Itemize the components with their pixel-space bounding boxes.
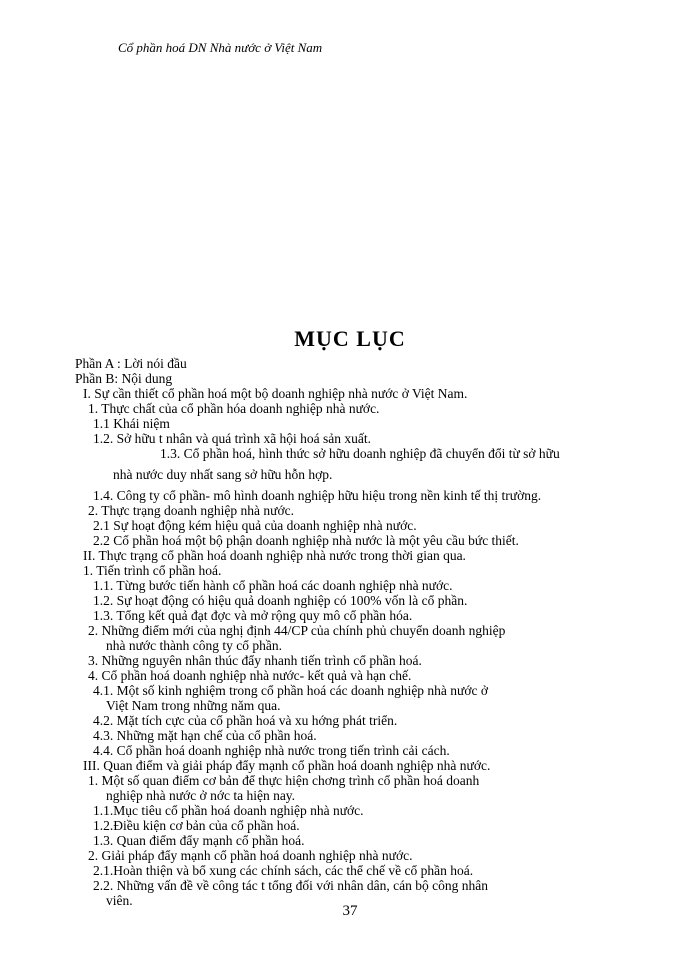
toc-line: I. Sự cần thiết cổ phần hoá một bộ doanh nghiệp nhà nước ở Việt Nam.	[83, 386, 468, 401]
toc-line: viên.	[106, 893, 133, 908]
toc-line: 1.1.Mục tiêu cổ phần hoá doanh nghiệp nhà nước.	[93, 803, 364, 818]
toc-line: 1.1. Từng bước tiến hành cổ phần hoá các doanh nghiệp nhà nước.	[93, 578, 453, 593]
toc-line: nghiệp nhà nước ở nớc ta hiện nay.	[106, 788, 296, 803]
page-title: MỤC LỤC	[294, 326, 406, 351]
toc-line: 1.3. Tổng kết quả đạt đợc và mở rộng quy mô cổ phần hóa.	[93, 608, 413, 623]
toc-line: 1.3. Quan điểm đẩy mạnh cổ phần hoá.	[93, 833, 305, 848]
toc-line: II. Thực trạng cổ phần hoá doanh nghiệp nhà nước trong thời gian qua.	[83, 548, 466, 563]
toc-line: 1. Tiến trình cổ phần hoá.	[83, 563, 222, 578]
toc-line: 3. Những nguyên nhân thúc đẩy nhanh tiến trình cổ phần hoá.	[88, 653, 422, 668]
toc-line: 4. Cổ phần hoá doanh nghiệp nhà nước- kết quả và hạn chế.	[88, 668, 412, 683]
toc-line: 4.3. Những mặt hạn chế của cổ phần hoá.	[93, 728, 317, 743]
toc-line: 2. Giải pháp đẩy mạnh cổ phần hoá doanh nghiệp nhà nước.	[88, 848, 413, 863]
toc-line: Phần B: Nội dung	[75, 371, 173, 386]
toc-line: nhà nước thành công ty cổ phần.	[106, 638, 283, 653]
page-number: 37	[342, 903, 358, 919]
toc-line: Phần A : Lời nói đầu	[75, 356, 187, 371]
toc-line: 1.4. Công ty cổ phần- mô hình doanh nghiệp hữu hiệu trong nền kinh tế thị trường.	[93, 488, 542, 503]
toc-line: 2.1 Sự hoạt động kém hiệu quả của doanh nghiệp nhà nước.	[93, 518, 417, 533]
toc-line: III. Quan điểm và giải pháp đẩy mạnh cổ phần hoá doanh nghiệp nhà nước.	[83, 758, 491, 773]
toc-line: 1. Thực chất của cổ phần hóa doanh nghiệp nhà nước.	[88, 401, 380, 416]
toc-line: 1.2. Sở hữu t nhân và quá trình xã hội hoá sản xuất.	[93, 431, 372, 446]
toc-line: 2. Những điểm mới của nghị định 44/CP của chính phủ chuyển doanh nghiệp	[88, 623, 506, 638]
toc-line: 1.3. Cổ phần hoá, hình thức sở hữu doanh nghiệp đã chuyển đổi từ sở hữu	[160, 446, 560, 461]
toc-line: 2.2 Cổ phần hoá một bộ phận doanh nghiệp nhà nước là một yêu cầu bức thiết.	[93, 533, 519, 548]
page-header: Cổ phần hoá DN Nhà nước ở Việt Nam	[118, 40, 323, 55]
toc-line: nhà nước duy nhất sang sở hữu hỗn hợp.	[113, 467, 333, 482]
toc-line: Việt Nam trong những năm qua.	[106, 698, 281, 713]
toc-line: 2.1.Hoàn thiện và bổ xung các chính sách, các thể chế về cổ phần hoá.	[93, 863, 474, 878]
toc-line: 1.1 Khái niệm	[93, 416, 170, 431]
toc-line: 4.2. Mặt tích cực của cổ phần hoá và xu hớng phát triển.	[93, 713, 398, 728]
toc-line: 1. Một số quan điểm cơ bản để thực hiện chơng trình cổ phần hoá doanh	[88, 773, 480, 788]
toc-line: 4.1. Một số kinh nghiệm trong cổ phần hoá các doanh nghiệp nhà nước ở	[93, 683, 489, 698]
toc-line: 2.2. Những vấn đề về công tác t tổng đối với nhân dân, cán bộ công nhân	[93, 878, 488, 893]
toc-line: 1.2.Điều kiện cơ bản của cổ phần hoá.	[93, 818, 300, 833]
toc-line: 1.2. Sự hoạt động có hiệu quả doanh nghiệp có 100% vốn là cổ phần.	[93, 593, 468, 608]
toc-line: 2. Thực trạng doanh nghiệp nhà nước.	[88, 503, 294, 518]
toc-line: 4.4. Cổ phần hoá doanh nghiệp nhà nước trong tiến trình cải cách.	[93, 743, 450, 758]
